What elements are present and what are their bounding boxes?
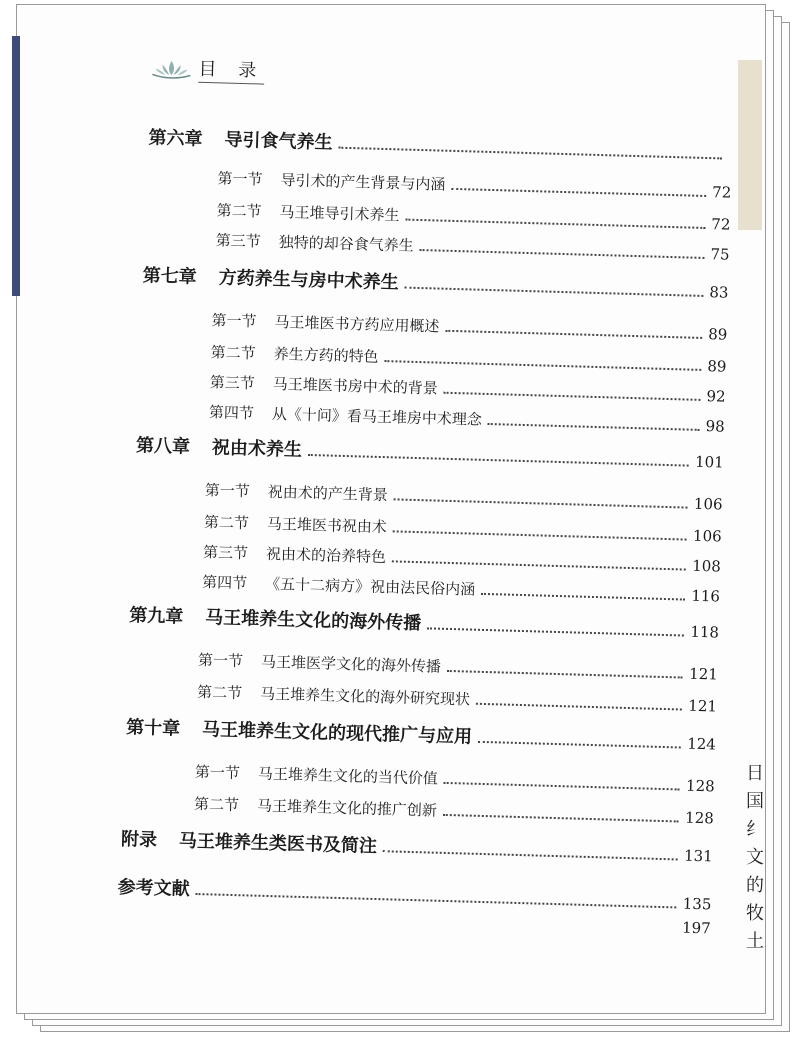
toc-chapter-row[interactable] [126, 713, 716, 755]
section-number: 第二节 [193, 794, 240, 815]
section-number: 第三节 [202, 543, 249, 563]
leader-dots [404, 286, 703, 297]
toc-page-row[interactable] [609, 917, 711, 938]
toc-chapter-row[interactable] [121, 825, 713, 868]
page-number: 106 [693, 494, 723, 514]
leader-dots [384, 359, 701, 371]
page-number: 108 [691, 556, 722, 576]
section-title: 祝由术的产生背景 [267, 482, 388, 505]
margin-char: 纟 [746, 819, 764, 840]
page-number: 118 [690, 622, 720, 642]
facing-page-text-strip [744, 760, 766, 1000]
book-cover-edge [12, 36, 20, 296]
page-number: 128 [684, 808, 715, 828]
leader-dots [444, 391, 701, 401]
page-number: 89 [707, 357, 727, 376]
page-number: 135 [682, 894, 712, 914]
toc-section-row[interactable] [195, 761, 715, 797]
toc-section-row[interactable] [203, 541, 721, 576]
page-number: 128 [685, 776, 715, 796]
section-number: 第二节 [196, 682, 243, 703]
page-number: 116 [691, 586, 721, 606]
section-number: 第一节 [211, 311, 257, 331]
leader-dots [195, 892, 676, 908]
toc-section-row[interactable] [216, 199, 730, 234]
section-number: 第一节 [217, 169, 263, 189]
toc-chapter-row[interactable] [148, 123, 728, 165]
leader-dots [427, 626, 684, 636]
section-number: 第一节 [194, 762, 241, 783]
toc-chapter-row[interactable] [117, 873, 711, 916]
section-number: 第一节 [204, 481, 251, 501]
leader-dots [488, 422, 700, 431]
section-title: 《五十二病方》祝由法民俗内涵 [264, 574, 476, 599]
section-title: 马王堆医书方药应用概述 [274, 312, 440, 336]
toc-section-row[interactable] [211, 309, 727, 344]
chapter-number: 第十章 [125, 716, 181, 740]
toc-section-row[interactable] [197, 681, 717, 717]
toc-section-row[interactable] [204, 479, 722, 514]
page-number: 101 [694, 452, 724, 472]
leader-dots [451, 187, 706, 197]
leader-dots [481, 592, 685, 601]
leader-dots [476, 702, 682, 711]
section-title: 马王堆养生文化的当代价值 [257, 764, 439, 788]
chapter-title: 方药养生与房中术养生 [218, 267, 399, 294]
chapter-number: 第八章 [135, 435, 191, 458]
section-number: 第四节 [201, 573, 248, 593]
margin-char: 的 [746, 875, 764, 896]
chapter-number: 参考文献 [117, 876, 190, 900]
chapter-title: 马王堆养生文化的海外传播 [204, 607, 422, 635]
leader-dots [392, 559, 686, 570]
page-number: 121 [688, 664, 719, 684]
chapter-title: 导引食气养生 [224, 129, 333, 154]
chapter-number: 第七章 [142, 265, 197, 288]
section-number: 第三节 [215, 231, 261, 251]
toc-section-row[interactable] [210, 341, 726, 376]
section-title: 祝由术的治养特色 [265, 544, 387, 567]
section-title: 马王堆医书房中术的背景 [272, 374, 438, 398]
leader-dots [478, 740, 681, 749]
margin-char: 文 [746, 847, 764, 868]
page-number: 121 [688, 696, 718, 716]
section-title: 马王堆医学文化的海外传播 [260, 652, 442, 676]
page-number: 72 [711, 183, 732, 202]
section-number: 第二节 [210, 343, 256, 363]
toc-section-row[interactable] [209, 401, 725, 436]
chapter-number: 第六章 [148, 127, 203, 150]
leader-dots [420, 248, 705, 259]
section-title: 养生方药的特色 [273, 344, 379, 366]
leader-dots [383, 849, 678, 860]
chapter-number: 第九章 [128, 605, 184, 628]
leader-dots [393, 529, 687, 540]
chapter-title: 祝由术养生 [211, 437, 303, 461]
margin-char: 牧 [746, 903, 764, 924]
section-title: 马王堆养生文化的海外研究现状 [259, 684, 471, 709]
leader-dots [394, 497, 688, 508]
leader-dots [308, 453, 689, 467]
toc-section-row[interactable] [198, 649, 718, 685]
chapter-number: 附录 [120, 828, 158, 851]
toc-chapter-row[interactable] [129, 601, 719, 643]
page-number: 197 [681, 918, 711, 938]
page-header [150, 53, 264, 84]
toc-chapter-row[interactable] [136, 431, 724, 473]
section-title: 导引术的产生背景与内涵 [280, 171, 446, 194]
page-number: 124 [686, 734, 717, 754]
section-title: 从《十问》看马王堆房中术理念 [271, 404, 483, 429]
toc-section-row[interactable] [215, 229, 729, 264]
margin-char: 日 [746, 763, 764, 784]
page-number: 131 [683, 846, 713, 866]
page-number: 98 [705, 417, 725, 436]
lotus-ornament-icon [150, 56, 193, 79]
section-title: 马王堆医书祝由术 [266, 514, 388, 537]
leader-dots [447, 669, 683, 679]
toc-section-row[interactable] [217, 167, 731, 202]
section-number: 第四节 [208, 403, 255, 423]
page-number: 83 [709, 283, 729, 302]
section-number: 第二节 [203, 513, 250, 533]
page-number: 92 [706, 387, 726, 406]
section-number: 第一节 [197, 650, 244, 671]
leader-dots [338, 146, 722, 160]
section-title: 马王堆养生文化的推广创新 [256, 796, 438, 820]
leader-dots [445, 329, 702, 339]
toc-title: 目 录 [198, 55, 264, 85]
chapter-title: 马王堆养生文化的现代推广与应用 [201, 719, 473, 748]
page-number: 89 [707, 325, 728, 344]
page-number: 72 [711, 215, 731, 234]
margin-char: 国 [746, 791, 764, 812]
margin-char: 土 [746, 931, 764, 952]
toc-section-row[interactable] [202, 571, 720, 606]
page-number: 106 [692, 526, 722, 546]
toc-page [6, 0, 754, 1040]
section-title: 马王堆导引术养生 [279, 203, 400, 225]
leader-dots [443, 813, 679, 823]
toc-section-row[interactable] [210, 371, 726, 406]
section-title: 独特的却谷食气养生 [278, 233, 414, 255]
toc-section-row[interactable] [194, 793, 714, 829]
leader-dots [444, 781, 680, 791]
leader-dots [405, 218, 705, 229]
page-number: 75 [710, 245, 730, 264]
toc-section-row[interactable] [204, 511, 722, 546]
section-number: 第二节 [216, 201, 262, 221]
chapter-title: 马王堆养生类医书及简注 [178, 830, 378, 858]
toc-chapter-row[interactable] [142, 261, 728, 303]
section-number: 第三节 [209, 373, 256, 393]
